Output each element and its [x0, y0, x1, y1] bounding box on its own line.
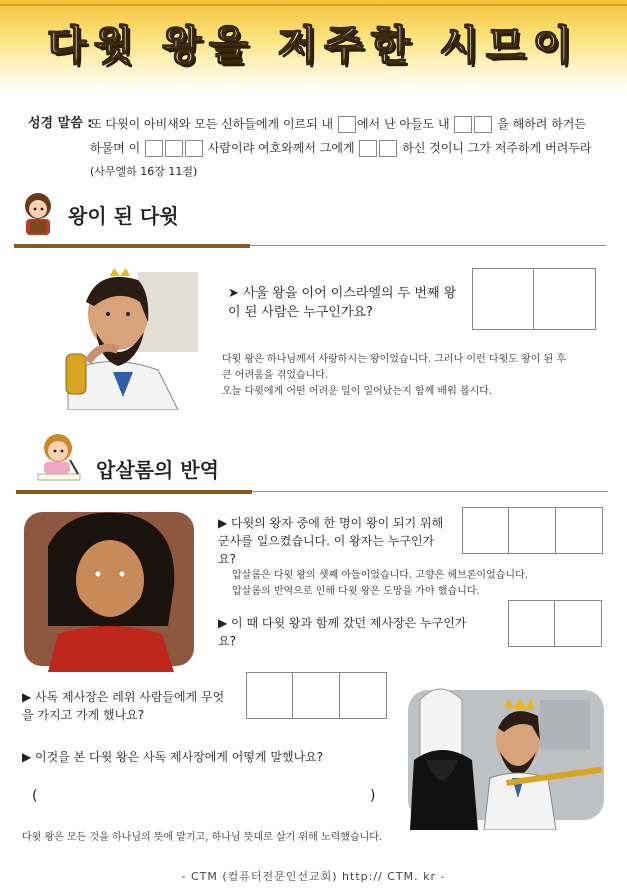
blank-box[interactable]: [379, 140, 397, 157]
answer-grid[interactable]: [246, 672, 387, 719]
section-rule: [252, 491, 608, 492]
blank-box[interactable]: [338, 116, 356, 133]
section-title: 왕이 된 다윗: [68, 204, 179, 228]
blank-box[interactable]: [145, 140, 163, 157]
section-rule: [250, 245, 606, 246]
blank-box[interactable]: [359, 140, 377, 157]
answer-cell[interactable]: [534, 268, 596, 330]
page-title: 다윗 왕을 저주한 시므이: [47, 23, 580, 69]
note-line: 압살롬의 반역으로 인해 다윗 왕은 도망을 가야 했습니다.: [232, 586, 480, 597]
blank-box[interactable]: [165, 140, 183, 157]
section-rule: [14, 244, 250, 248]
answer-paren-open: (: [32, 788, 38, 804]
question-levites: ▶ 사독 제사장은 레위 사람들에게 무엇을 가지고 가게 했나요?: [22, 690, 225, 722]
answer-cell[interactable]: [472, 268, 534, 330]
verse-label: 성경 말씀 :: [28, 116, 93, 131]
answer-cell[interactable]: [246, 672, 293, 719]
verse-text: 사람이랴 여호와께서 그에게: [207, 141, 355, 155]
blank-box[interactable]: [474, 116, 492, 133]
king-david-illustration: [28, 262, 208, 410]
writing-child-icon: [34, 430, 84, 484]
section-note: [222, 352, 612, 400]
absalom-illustration: [18, 506, 200, 672]
footer-credit: - CTM (컴퓨터전문인선교회) http:// CTM. kr -: [181, 870, 446, 883]
section-rule: [16, 490, 252, 494]
verse-text: 하물며 이: [90, 141, 141, 155]
question-prince: ▶ 다윗의 왕자 중에 한 명이 왕이 되기 위해 군사를 일으켰습니다. 이 왕자는 누구인가요?: [218, 516, 444, 566]
note-line: 다윗 왕은 하나님께서 사랑하시는 왕이었습니다. 그러나 이런 다윗도 왕이 된 후: [222, 354, 567, 365]
section-title: 압살롬의 반역: [96, 458, 219, 482]
verse-text: 하신 것이니 그가 저주하게 버려두라: [402, 141, 592, 155]
answer-paren-close[interactable]: ): [370, 788, 376, 804]
note-line: 오늘 다윗에게 어떤 어려운 일이 일어났는지 함께 배워 봅시다.: [222, 386, 493, 397]
verse-text: 을 해하려 하거든: [497, 117, 586, 131]
answer-cell[interactable]: [293, 672, 340, 719]
verse-reference: (사무엘하 16장 11절): [90, 165, 198, 178]
reading-child-icon: [16, 190, 60, 238]
blank-box[interactable]: [185, 140, 203, 157]
blank-box[interactable]: [454, 116, 472, 133]
verse-line-1: [90, 112, 586, 136]
answer-grid[interactable]: [472, 268, 596, 330]
verse-line-2: [90, 136, 591, 160]
question-first: ➤ 사울 왕을 이어 이스라엘의 두 번째 왕이 된 사람은 누구인가요?: [228, 286, 457, 320]
question-priest: ▶ 이 때 다윗 왕과 함께 갔던 제사장은 누구인가요?: [218, 616, 467, 648]
note-line: 압살롬은 다윗 왕의 셋째 아들이었습니다. 고향은 헤브론이었습니다.: [232, 570, 528, 581]
priest-and-david-illustration: [400, 680, 612, 830]
title-banner: [0, 0, 627, 96]
note-line: 큰 어려움을 겪었습니다.: [222, 370, 329, 381]
answer-cell[interactable]: [556, 507, 603, 554]
answer-cell[interactable]: [462, 507, 509, 554]
question-david-reply: ▶ 이것을 본 다윗 왕은 사독 제사장에게 어떻게 말했나요?: [22, 750, 324, 764]
banner-top-rule: [0, 4, 627, 6]
answer-cell[interactable]: [340, 672, 387, 719]
section-note: [232, 568, 612, 600]
closing-note: 다윗 왕은 모든 것을 하나님의 뜻에 맡기고, 하나님 뜻대로 살기 위해 노력했습니다.: [22, 832, 383, 843]
answer-grid[interactable]: [508, 600, 602, 647]
answer-cell[interactable]: [508, 600, 555, 647]
answer-cell[interactable]: [509, 507, 556, 554]
answer-cell[interactable]: [555, 600, 602, 647]
answer-grid[interactable]: [462, 507, 603, 554]
verse-text: 또 다윗이 아비새와 모든 신하들에게 이르되 내: [90, 117, 334, 131]
verse-text: 에서 난 아들도 내: [356, 117, 450, 131]
